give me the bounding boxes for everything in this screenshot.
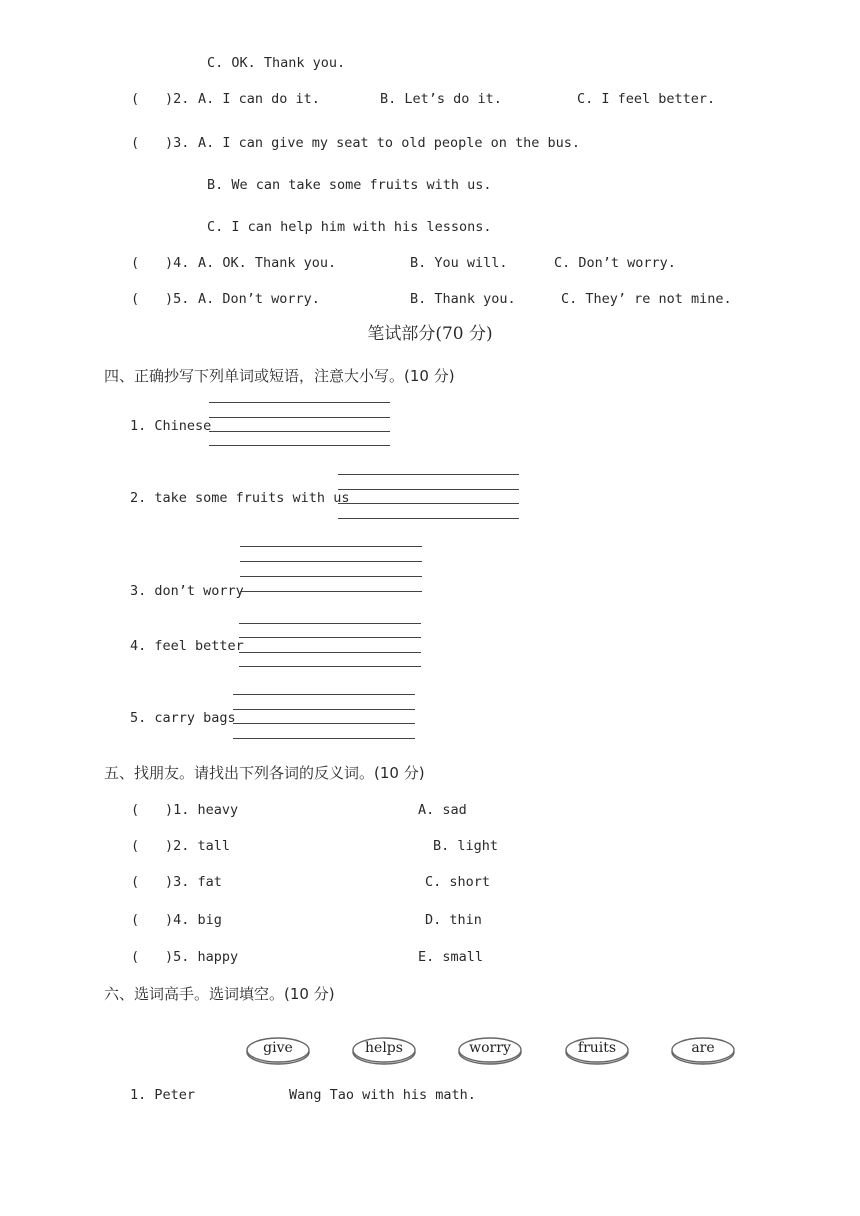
- answer-paren: (: [131, 802, 140, 818]
- writing-line: [338, 503, 519, 504]
- q2-option-a: A. I can do it.: [198, 91, 320, 107]
- q2-option-b: B. Let’s do it.: [380, 91, 502, 107]
- writing-line: [233, 738, 415, 739]
- section5-heading: 五、找朋友。请找出下列各词的反义词。(10 分): [104, 764, 425, 782]
- writing-line: [209, 431, 390, 432]
- fill-question-1-start: 1. Peter: [130, 1087, 196, 1103]
- q3-option-c: C. I can help him with his lessons.: [207, 219, 492, 235]
- answer-paren: (: [131, 255, 140, 271]
- q4-option-a: A. OK. Thank you.: [198, 255, 337, 271]
- q4-number: )4.: [165, 255, 190, 271]
- writing-line: [209, 402, 390, 403]
- writing-line: [233, 694, 415, 695]
- match-option-d: D. thin: [425, 912, 482, 928]
- writing-line: [240, 561, 422, 562]
- q5-option-a: A. Don’t worry.: [198, 291, 320, 307]
- writing-line: [240, 546, 422, 547]
- match-option-a: A. sad: [418, 802, 467, 818]
- word-bubble-fruits: fruits: [564, 1036, 630, 1062]
- word-bubble-give: give: [245, 1036, 311, 1062]
- answer-paren: (: [131, 874, 140, 890]
- answer-paren: (: [131, 91, 140, 107]
- q5-number: )5.: [165, 291, 190, 307]
- q3-option-a: A. I can give my seat to old people on the bus.: [198, 135, 581, 151]
- writing-line: [233, 723, 415, 724]
- q3-number: )3.: [165, 135, 190, 151]
- q3-option-b: B. We can take some fruits with us.: [207, 177, 492, 193]
- writing-line: [240, 576, 422, 577]
- copy-item-1: 1. Chinese: [130, 418, 212, 434]
- q2-option-c: C. I feel better.: [577, 91, 716, 107]
- word-bubble-helps: helps: [351, 1036, 417, 1062]
- match-word-2: )2. tall: [165, 838, 231, 854]
- q4-option-c: C. Don’t worry.: [554, 255, 676, 271]
- writing-line: [209, 417, 390, 418]
- match-option-e: E. small: [418, 949, 484, 965]
- written-part-title: 笔试部分(70 分): [367, 324, 493, 344]
- writing-line: [239, 623, 421, 624]
- writing-line: [338, 489, 519, 490]
- writing-line: [209, 445, 390, 446]
- writing-line: [239, 666, 421, 667]
- match-word-4: )4. big: [165, 912, 222, 928]
- section6-heading: 六、选词高手。选词填空。(10 分): [104, 985, 335, 1003]
- copy-item-3: 3. don’t worry: [130, 583, 244, 599]
- writing-line: [240, 591, 422, 592]
- q5-option-c: C. They’ re not mine.: [561, 291, 732, 307]
- copy-item-5: 5. carry bags: [130, 710, 236, 726]
- section4-heading: 四、正确抄写下列单词或短语，注意大小写。(10 分): [104, 367, 455, 385]
- word-bubble-worry: worry: [457, 1036, 523, 1062]
- match-option-c: C. short: [425, 874, 491, 890]
- q1-option-c: C. OK. Thank you.: [207, 55, 346, 71]
- answer-paren: (: [131, 949, 140, 965]
- writing-line: [338, 474, 519, 475]
- writing-line: [239, 652, 421, 653]
- answer-paren: (: [131, 291, 140, 307]
- answer-paren: (: [131, 912, 140, 928]
- word-bubble-are: are: [670, 1036, 736, 1062]
- answer-paren: (: [131, 135, 140, 151]
- match-word-5: )5. happy: [165, 949, 239, 965]
- fill-question-1-end: Wang Tao with his math.: [289, 1087, 476, 1103]
- writing-line: [338, 518, 519, 519]
- copy-item-4: 4. feel better: [130, 638, 244, 654]
- q2-number: )2.: [165, 91, 190, 107]
- writing-line: [233, 709, 415, 710]
- q4-option-b: B. You will.: [410, 255, 508, 271]
- match-option-b: B. light: [433, 838, 499, 854]
- writing-line: [239, 637, 421, 638]
- match-word-1: )1. heavy: [165, 802, 239, 818]
- q5-option-b: B. Thank you.: [410, 291, 516, 307]
- answer-paren: (: [131, 838, 140, 854]
- match-word-3: )3. fat: [165, 874, 222, 890]
- copy-item-2: 2. take some fruits with us: [130, 490, 350, 506]
